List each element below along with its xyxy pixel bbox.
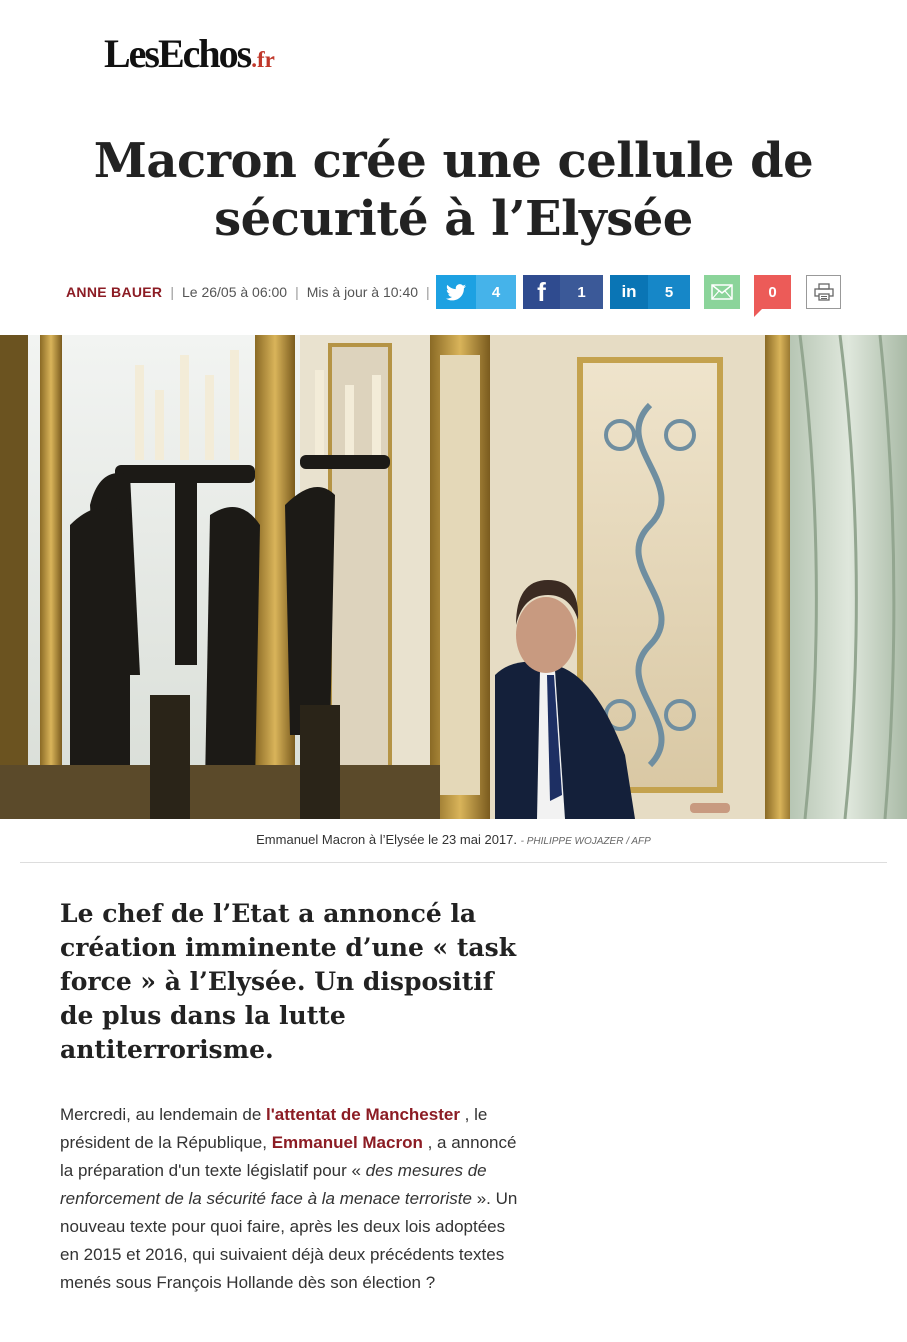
print-button[interactable]	[806, 275, 841, 309]
printer-icon	[814, 283, 834, 301]
email-share-button[interactable]	[704, 275, 740, 309]
photo-caption	[0, 832, 907, 847]
caption-text: Emmanuel Macron à l’Elysée le 23 mai 2017.	[256, 832, 517, 847]
linkedin-share-count: 5	[648, 275, 690, 309]
article-body-paragraph	[60, 1101, 520, 1297]
byline-separator: |	[170, 284, 174, 300]
article-photo	[0, 335, 907, 819]
byline-separator: |	[426, 284, 430, 300]
link-attentat-manchester[interactable]: l'attentat de Manchester	[266, 1105, 460, 1124]
updated-time: Mis à jour à 10:40	[306, 284, 419, 300]
site-logo[interactable]	[104, 30, 275, 77]
body-text-segment: , le président de la République,	[60, 1105, 488, 1152]
link-emmanuel-macron[interactable]: Emmanuel Macron	[271, 1133, 423, 1152]
body-text-segment: ». Un nouveau texte pour quoi faire, après les deux lois adoptées en 2015 et 2016, qui suivaient déjà deux précédents textes menés sous François Hollande dès son élection ?	[60, 1189, 518, 1292]
twitter-bird-icon	[436, 275, 476, 309]
linkedin-in-icon: in	[610, 275, 648, 309]
body-quote: des mesures de renforcement de la sécurité face à la menace terroriste	[60, 1161, 487, 1208]
divider	[20, 862, 887, 863]
article-lead: Le chef de l’Etat a annoncé la création imminente d’une « task force » à l’Elysée. Un dispositif de plus dans la lutte antiterrorisme.	[60, 899, 517, 1064]
twitter-share-button[interactable]	[436, 275, 516, 309]
facebook-share-button[interactable]	[523, 275, 603, 309]
publish-date: Le 26/05 à 06:00	[181, 284, 288, 300]
article-headline: Macron crée une cellule de sécurité à l’Elysée	[93, 133, 814, 247]
envelope-icon	[711, 284, 733, 300]
facebook-f-icon: f	[523, 275, 560, 309]
byline	[66, 274, 438, 310]
author-link[interactable]: ANNE BAUER	[66, 284, 163, 300]
logo-suffix: .fr	[251, 47, 275, 72]
logo-text: LesEchos	[104, 31, 251, 76]
comments-count: 0	[768, 283, 777, 301]
comments-button[interactable]	[754, 275, 791, 309]
linkedin-share-button[interactable]	[610, 275, 690, 309]
twitter-share-count: 4	[476, 275, 516, 309]
body-text-segment: , a annoncé la préparation d'un texte législatif pour «	[60, 1133, 517, 1180]
body-text-segment: Mercredi, au lendemain de	[60, 1105, 267, 1124]
byline-separator: |	[295, 284, 299, 300]
facebook-share-count: 1	[560, 275, 603, 309]
photo-credit: - PHILIPPE WOJAZER / AFP	[520, 836, 651, 847]
